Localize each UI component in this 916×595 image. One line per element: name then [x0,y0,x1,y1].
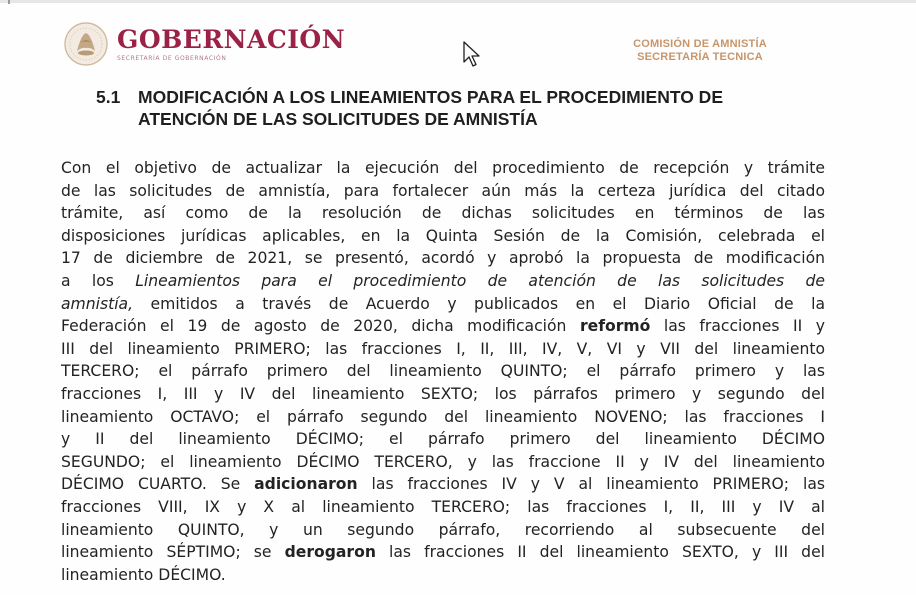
paragraph-line [61,428,825,451]
text-run: TERCERO; el párrafo primero del lineamiento QUINTO; el párrafo primero y las [61,362,825,381]
paragraph-line [61,293,825,316]
text-run: SEGUNDO; el lineamiento DÉCIMO TERCERO, y las fraccione II y IV del lineamiento [61,452,825,471]
text-run: lineamiento QUINTO, y un segundo párrafo, recorriendo al subsecuente del [61,520,825,539]
national-seal-icon [63,21,109,67]
paragraph-line [61,202,825,225]
paragraph-line [61,270,825,293]
text-run: Federación el 19 de agosto de 2020, dicha modificación [61,317,580,336]
section-number: 5.1 [96,87,121,107]
paragraph-line [61,519,825,542]
text-run: lineamiento DÉCIMO. [61,565,226,584]
text-run: III del lineamiento PRIMERO; las fracciones I, II, III, IV, V, VI y VII del lineamiento [61,339,825,358]
text-run: las fracciones IV y V al lineamiento PRIMERO; las [357,475,826,494]
logo-text [117,26,345,62]
paragraph-line [61,383,825,406]
text-run: a los [61,271,136,290]
paragraph-line [61,451,825,474]
text-run: 17 de diciembre de 2021, se presentó, acordó y aprobó la propuesta de modificación [61,249,825,268]
paragraph-line [61,315,825,338]
text-run: las fracciones II del lineamiento SEXTO, y III del [375,543,826,562]
logo-subtitle: SECRETARÍA DE GOBERNACIÓN [117,55,227,62]
page-edge-mark [8,0,10,4]
commission-name: COMISIÓN DE AMNISTÍA [633,38,767,50]
paragraph-line [61,247,825,270]
bold-keyword: reformó [579,317,651,336]
text-run: fracciones VIII, IX y X al lineamiento TERCERO; las fracciones I, II, III y IV al [61,497,825,516]
paragraph-line [61,338,825,361]
section-title-line: ATENCIÓN DE LAS SOLICITUDES DE AMNISTÍA [138,109,538,129]
paragraph-line [61,225,825,248]
italic-title-run: Lineamientos para el procedimiento de atención de las solicitudes de [135,271,825,290]
text-run: disposiciones jurídicas aplicables, en la Quinta Sesión de la Comisión, celebrada el [61,226,825,245]
paragraph-line [61,157,825,180]
paragraph-line [61,564,825,587]
logo-title: GOBERNACIÓN [117,25,346,54]
text-run: fracciones I, III y IV del lineamiento SEXTO; los párrafos primero y segundo del [61,384,825,403]
text-run: trámite, así como de la resolución de dichas solicitudes en términos de las [61,204,825,223]
bold-keyword: adicionaron [254,475,358,494]
paragraph-line [61,180,825,203]
commission-office: SECRETARÍA TECNICA [637,51,763,63]
section-title-line: MODIFICACIÓN A LOS LINEAMIENTOS PARA EL PROCEDIMIENTO DE [138,87,723,107]
paragraph-line [61,406,825,429]
page-top-border [0,0,916,3]
section-heading [96,86,836,130]
text-run: lineamiento SÉPTIMO; se [61,543,285,562]
bold-keyword: derogaron [284,543,376,562]
text-run: y II del lineamiento DÉCIMO; el párrafo primero del lineamiento DÉCIMO [61,430,825,449]
text-run: emitidos a través de Acuerdo y publicados en el Diario Oficial de la [133,294,825,313]
mouse-cursor-icon [462,40,482,68]
gobernacion-logo [63,21,345,67]
paragraph-line [61,541,825,564]
text-run: lineamiento OCTAVO; el párrafo segundo del lineamiento NOVENO; las fracciones I [61,407,825,426]
text-run: las fracciones II y [650,317,826,336]
text-run: de las solicitudes de amnistía, para fortalecer aún más la certeza jurídica del citado [61,181,825,200]
italic-title-run: amnistía, [61,294,134,313]
commission-header [610,38,790,64]
text-run: DÉCIMO CUARTO. Se [61,475,255,494]
paragraph-line [61,360,825,383]
paragraph-line [61,496,825,519]
text-run: Con el objetivo de actualizar la ejecución del procedimiento de recepción y trámite [61,159,825,177]
section-title [138,86,836,130]
paragraph-line [61,473,825,496]
body-paragraph [61,157,825,586]
